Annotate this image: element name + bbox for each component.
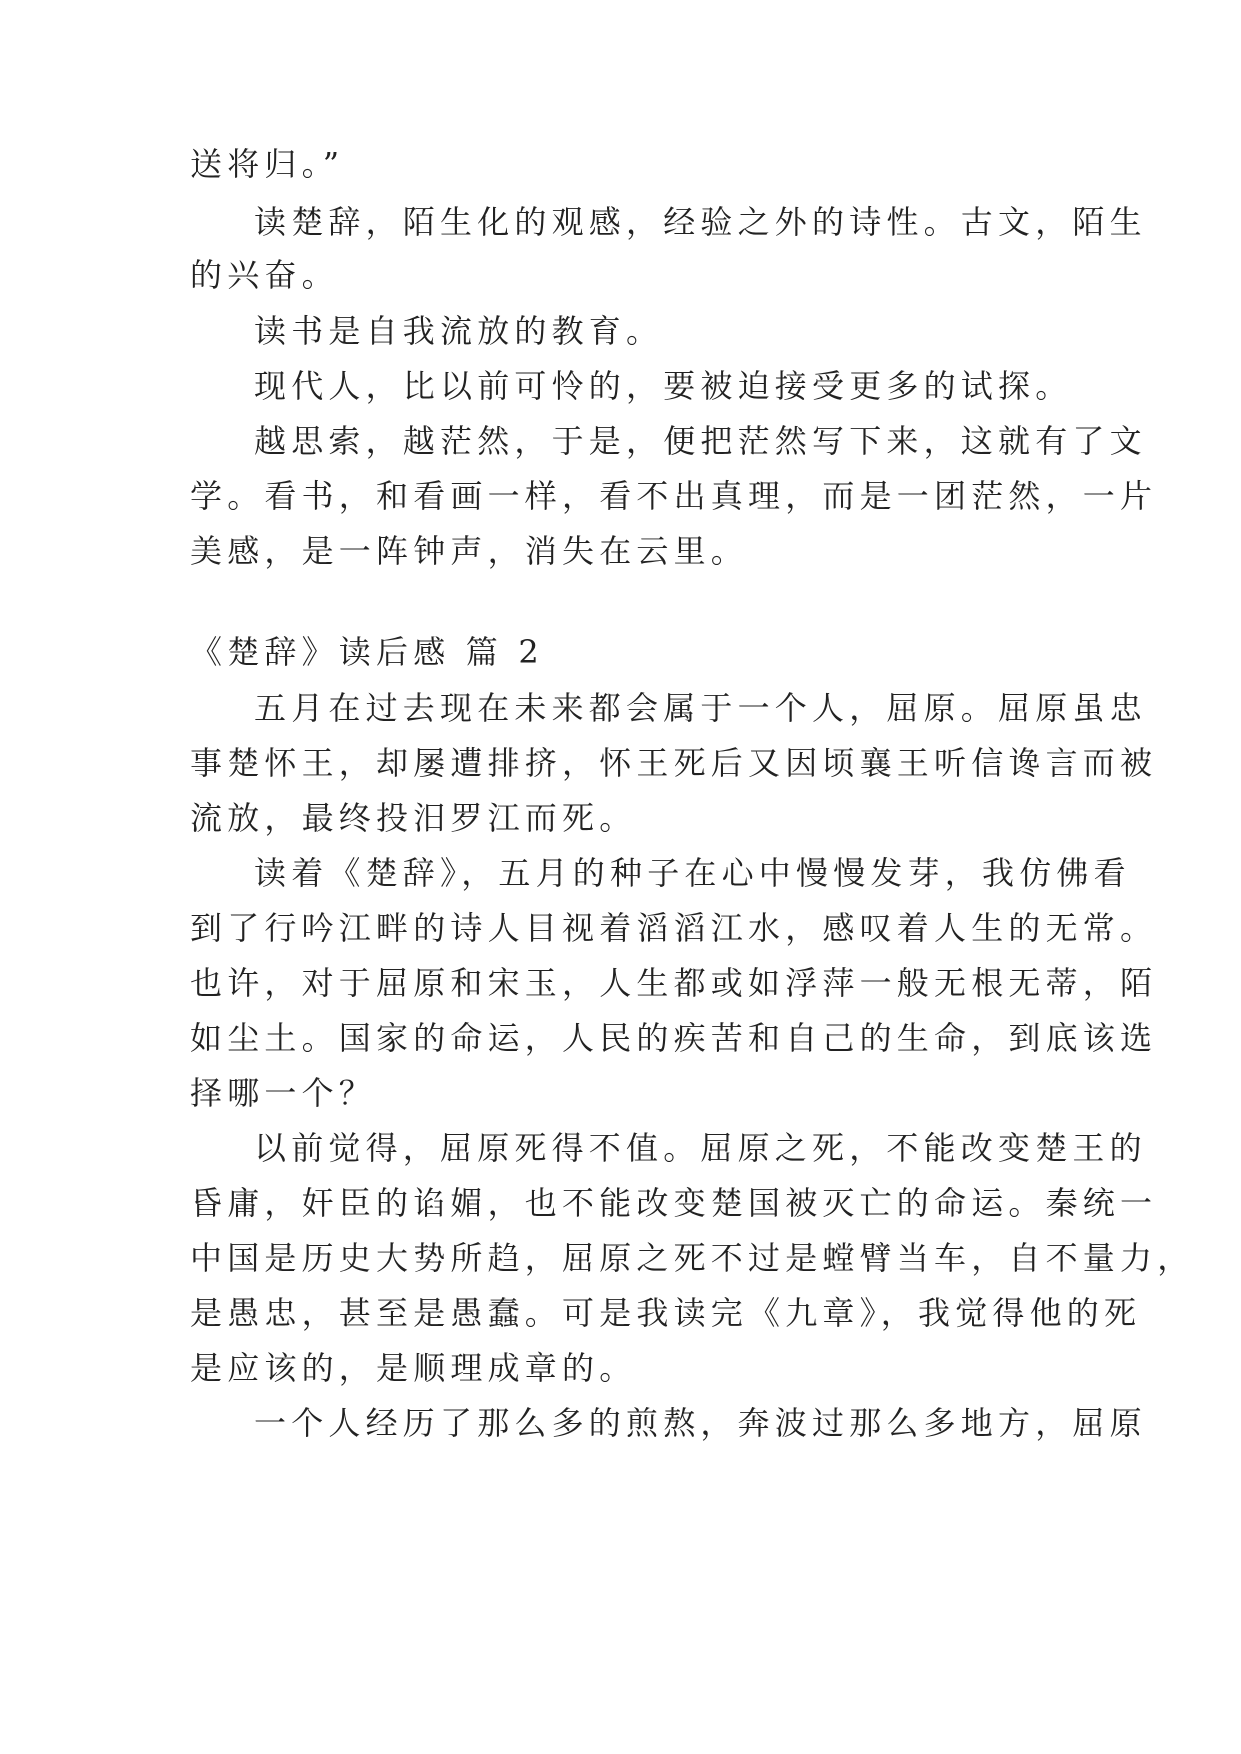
- text-line: 美感，是一阵钟声，消失在云里。: [190, 532, 749, 570]
- text-line: 也许，对于屈原和宋玉，人生都或如浮萍一般无根无蒂，陌: [190, 964, 1158, 1002]
- paragraph-first-line: 读书是自我流放的教育。: [254, 312, 664, 350]
- text-line: 送将归。”: [190, 145, 345, 183]
- text-line: 的兴奋。: [190, 256, 339, 294]
- section-heading: 《楚辞》读后感 篇 2: [190, 633, 544, 671]
- text-line: 择哪一个？: [190, 1074, 377, 1112]
- paragraph-first-line: 读着《楚辞》，五月的种子在心中慢慢发芽，我仿佛看: [254, 854, 1131, 892]
- text-line: 事楚怀王，却屡遭排挤，怀王死后又因顷襄王听信谗言而被: [190, 744, 1158, 782]
- paragraph-first-line: 以前觉得，屈原死得不值。屈原之死，不能改变楚王的: [254, 1129, 1147, 1167]
- paragraph-first-line: 一个人经历了那么多的煎熬，奔波过那么多地方，屈原: [254, 1404, 1147, 1442]
- text-line: 昏庸，奸臣的谄媚，也不能改变楚国被灭亡的命运。秦统一: [190, 1184, 1158, 1222]
- text-line: 学。看书，和看画一样，看不出真理，而是一团茫然，一片: [190, 477, 1158, 515]
- paragraph-first-line: 读楚辞，陌生化的观感，经验之外的诗性。古文，陌生: [254, 203, 1147, 241]
- text-line: 流放，最终投汨罗江而死。: [190, 799, 637, 837]
- text-line: 如尘土。国家的命运，人民的疾苦和自己的生命，到底该选: [190, 1019, 1158, 1057]
- paragraph-first-line: 五月在过去现在未来都会属于一个人，屈原。屈原虽忠: [254, 689, 1147, 727]
- text-line: 到了行吟江畔的诗人目视着滔滔江水，感叹着人生的无常。: [190, 909, 1158, 947]
- text-line: 是愚忠，甚至是愚蠢。可是我读完《九章》，我觉得他的死: [190, 1294, 1142, 1332]
- text-line: 中国是历史大势所趋，屈原之死不过是螳臂当车，自不量力，: [190, 1239, 1195, 1277]
- text-line: 是应该的，是顺理成章的。: [190, 1349, 637, 1387]
- paragraph-first-line: 越思索，越茫然，于是，便把茫然写下来，这就有了文: [254, 422, 1147, 460]
- paragraph-first-line: 现代人，比以前可怜的，要被迫接受更多的试探。: [254, 367, 1073, 405]
